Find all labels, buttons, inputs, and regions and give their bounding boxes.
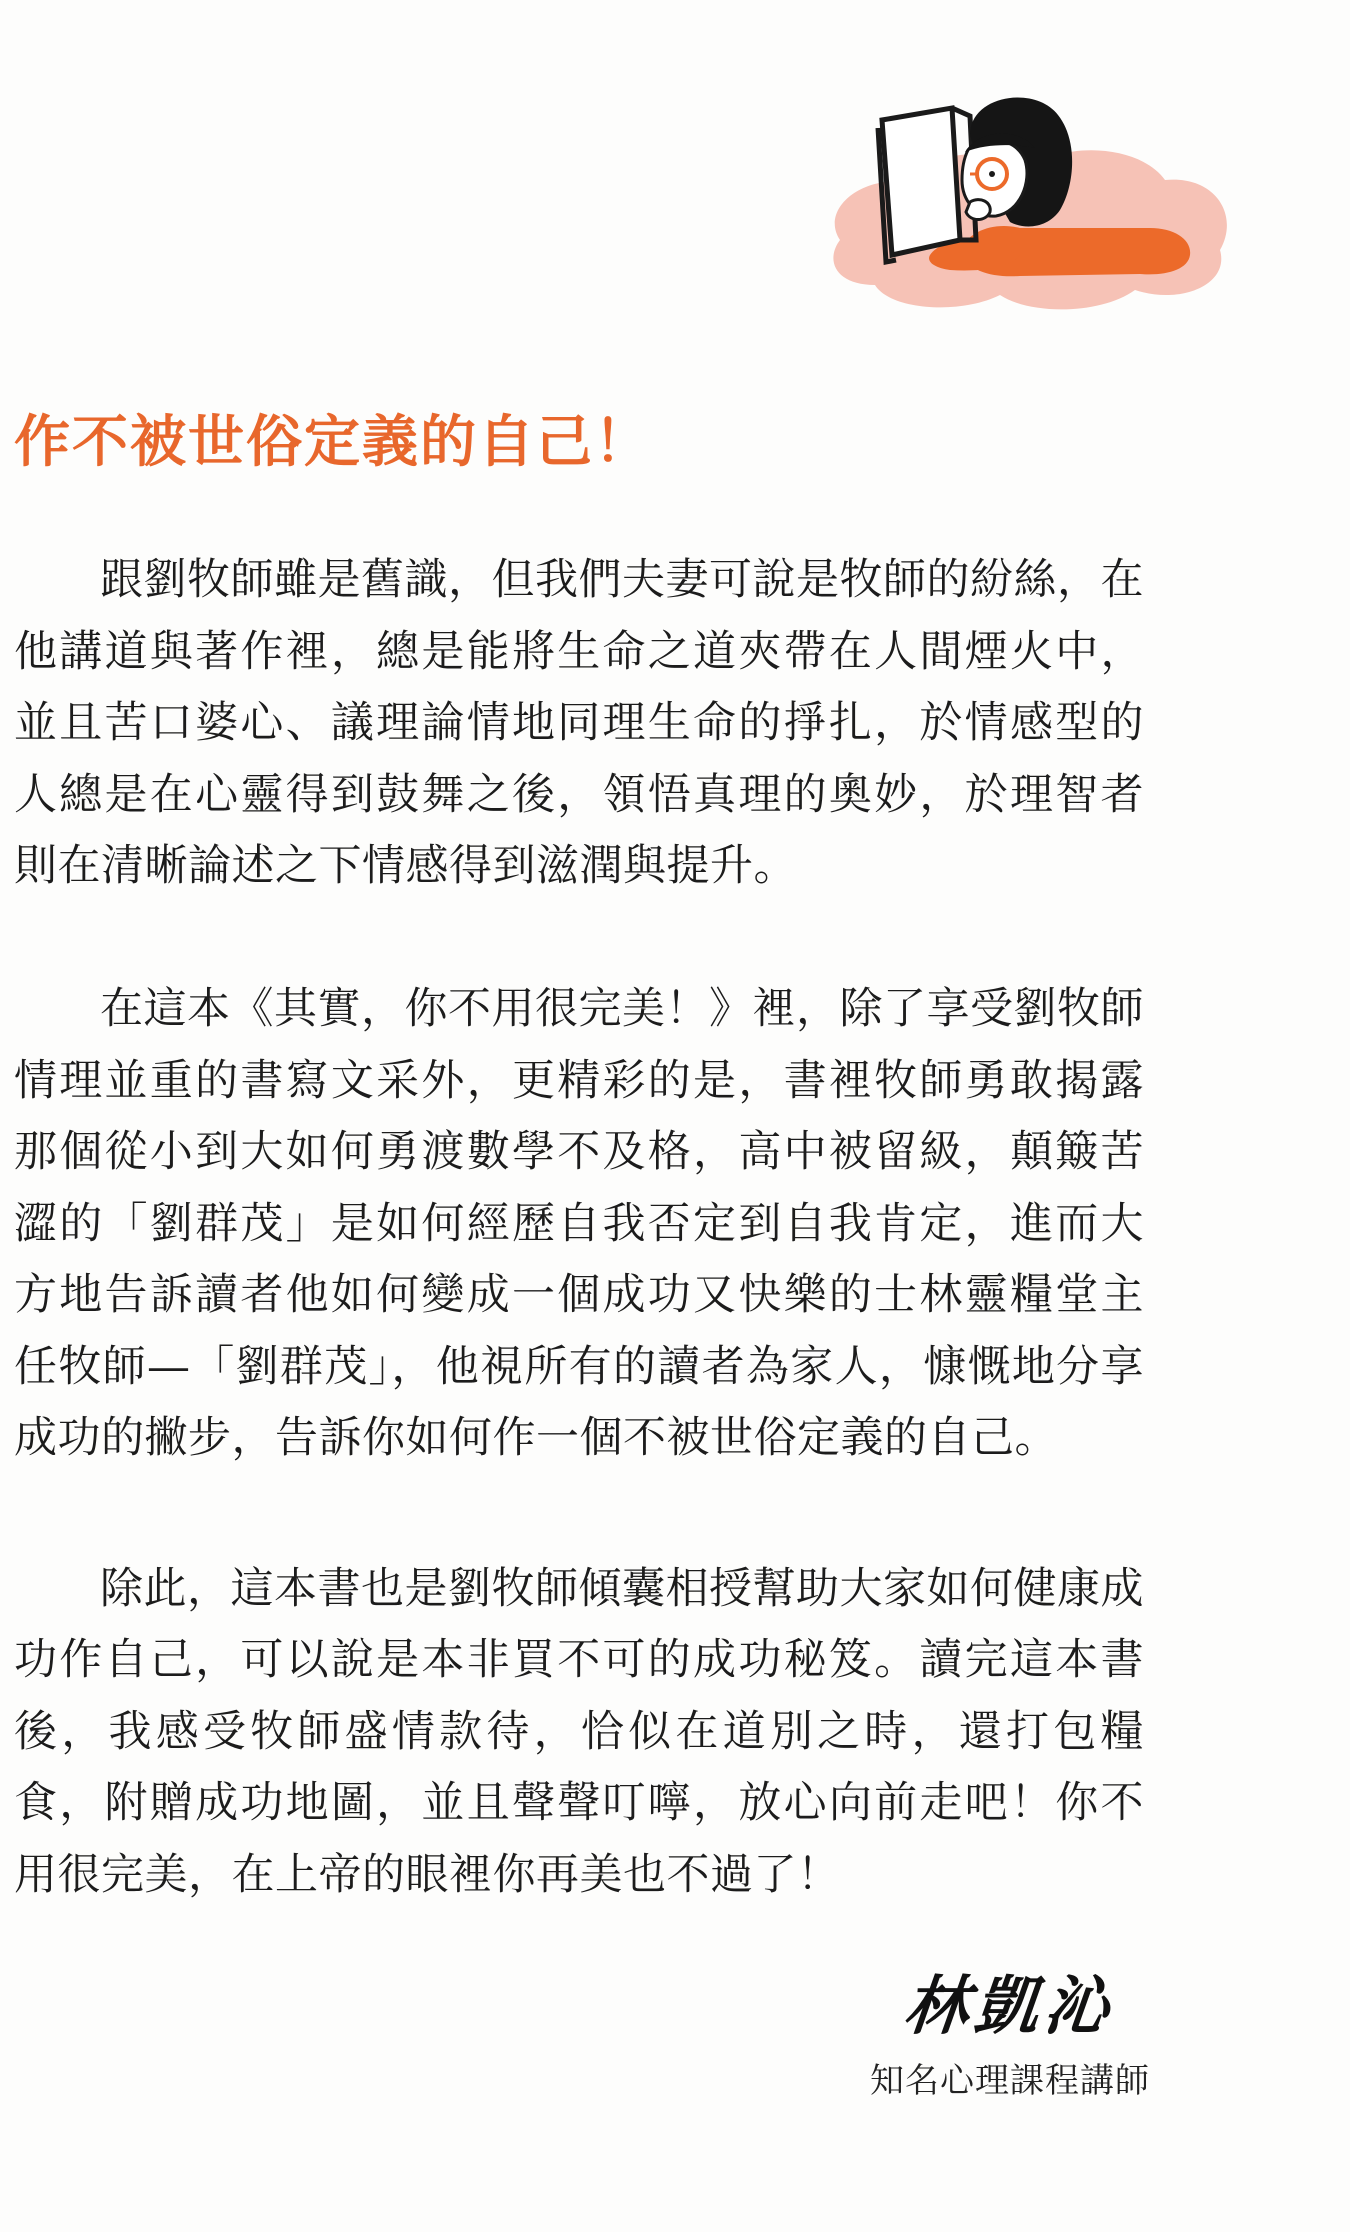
book-shape (882, 108, 960, 255)
paragraph-3: 除此，這本書也是劉牧師傾囊相授幫助大家如何健康成功作自己，可以說是本非買不可的成功秘笈。讀完這本書後，我感受牧師盛情款待，恰似在道別之時，還打包糧食，附贈成功地圖，並且聲聲叮嚀，放心向前走吧！你不用很完美，在上帝的眼裡你再美也不過了！ (14, 1563, 1144, 1900)
signature-block (870, 1955, 1150, 2102)
girl-reading-book-icon (820, 90, 1240, 320)
author-signature: 林凱沁 (900, 1969, 1119, 2044)
author-title: 知名心理課程講師 (870, 2061, 1150, 2101)
article-body (14, 545, 1144, 1983)
paragraph-2: 在這本《其實，你不用很完美！》裡，除了享受劉牧師情理並重的書寫文采外，更精彩的是，書裡牧師勇敢揭露那個從小到大如何勇渡數學不及格，高中被留級，顛簸苦澀的「劉群茂」是如何經歷自我否定到自我肯定，進而大方地告訴讀者他如何變成一個成功又快樂的士林靈糧堂主任牧師—「劉群茂」，他視所有的讀者為家人，慷慨地分享成功的撇步，告訴你如何作一個不被世俗定義的自己。 (14, 984, 1144, 1463)
article-headline: 作不被世俗定義的自己！ (14, 409, 652, 475)
paragraph-1: 跟劉牧師雖是舊識，但我們夫妻可說是牧師的紛絲，在他講道與著作裡，總是能將生命之道夾帶在人間煙火中，並且苦口婆心、議理論情地同理生命的掙扎，於情感型的人總是在心靈得到鼓舞之後，領悟真理的奧妙，於理智者則在清晰論述之下情感得到滋潤與提升。 (14, 555, 1144, 891)
